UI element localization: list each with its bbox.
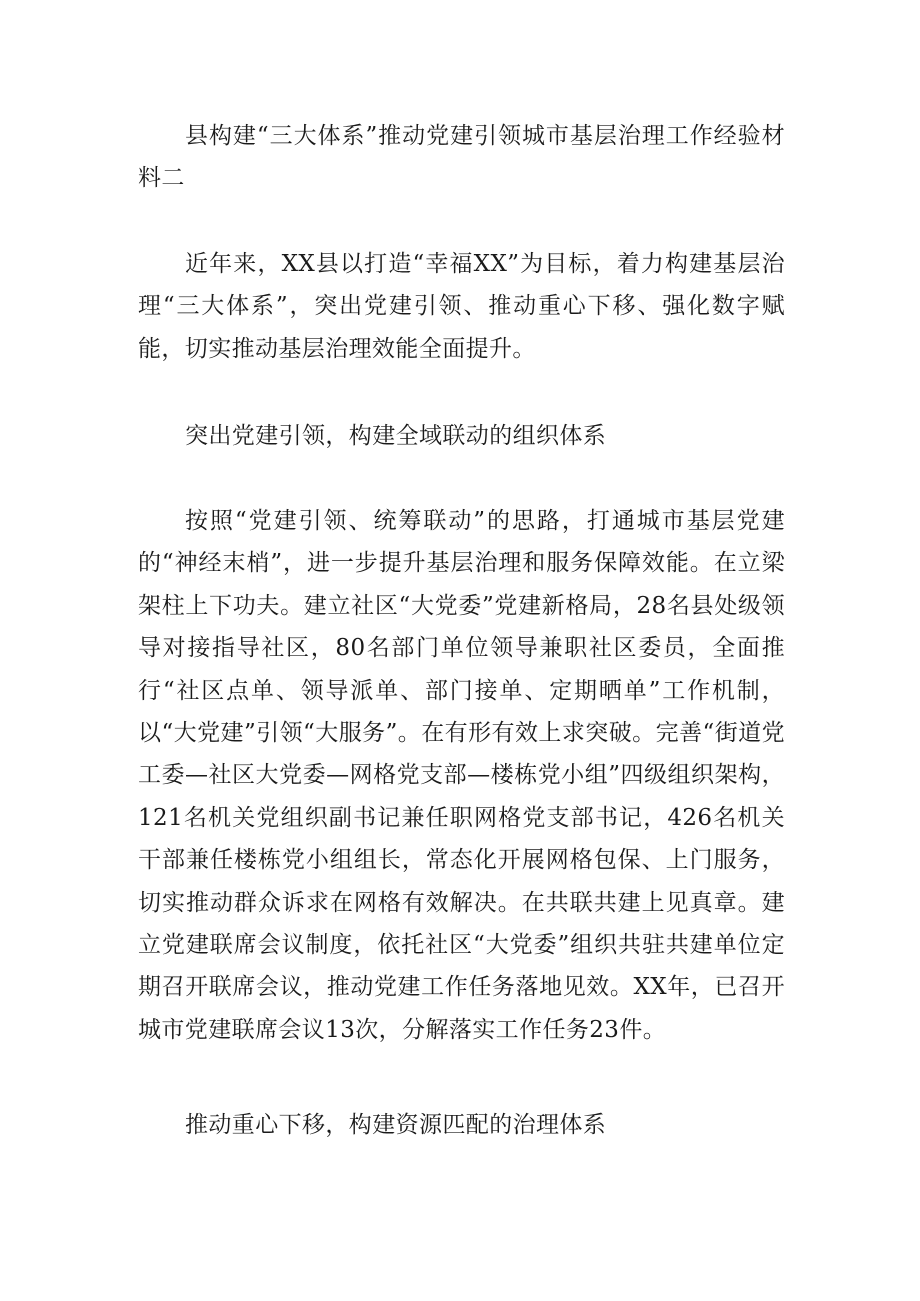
section-2-heading: 推动重心下移，构建资源匹配的治理体系 <box>185 1112 607 1138</box>
document-title: 县构建“三大体系”推动党建引领城市基层治理工作经验材料二 <box>138 123 785 192</box>
section-1-heading: 突出党建引领，构建全域联动的组织体系 <box>185 423 607 449</box>
intro-paragraph: 近年来，XX县以打造“幸福XX”为目标，着力构建基层治理“三大体系”，突出党建引领、推动重心下移、强化数字赋能，切实推动基层治理效能全面提升。 <box>138 251 785 362</box>
section-1-body: 按照“党建引领、统筹联动”的思路，打通城市基层党建的“神经末梢”，进一步提升基层治理和服务保障效能。在立梁架柱上下功夫。建立社区“大党委”党建新格局，28名县处级领导对接指导社区，80名部门单位领导兼职社区委员，全面推行“社区点单、领导派单、部门接单、定期晒单”工作机制，以“大党建”引领“大服务”。在有形有效上求突破。完善“街道党工委—社区大党委—网格党支部—楼栋党小组”四级组织架构，121名机关党组织副书记兼任职网格党支部书记，426名机关干部兼任楼栋党小组组长，常态化开展网格包保、上门服务，切实推动群众诉求在网格有效解决。在共联共建上见真章。建立党建联席会议制度，依托社区“大党委”组织共驻共建单位定期召开联席会议，推动党建工作任务落地见效。XX年，已召开城市党建联席会议13次，分解落实工作任务23件。 <box>138 508 785 1043</box>
